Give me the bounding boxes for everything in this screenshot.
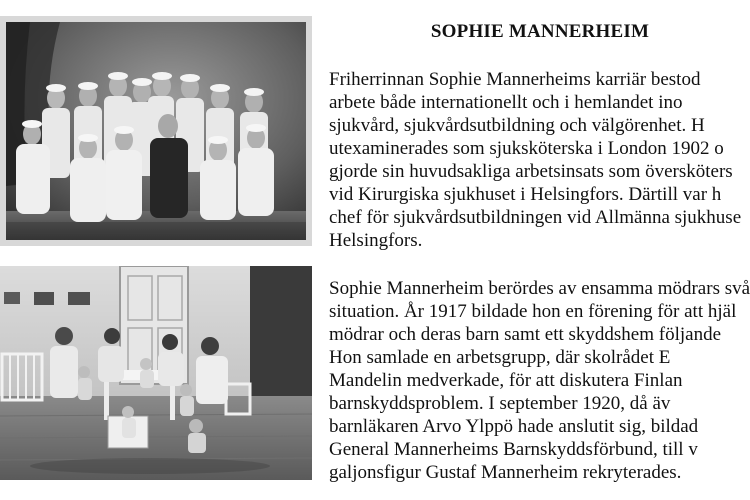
text-line: arbete både internationellt och i hemlandet ino <box>329 92 683 113</box>
text-line: chef för sjukvårdsutbildningen vid Allmänna sjukhuse <box>329 207 742 228</box>
text-line: General Mannerheims Barnskyddsförbund, till v <box>329 439 698 460</box>
nurses-group-photo <box>0 16 312 246</box>
nursery-children-photo-icon <box>0 266 312 480</box>
nursery-children-photo <box>0 266 312 480</box>
text-line: Friherrinnan Sophie Mannerheims karriär bestod <box>329 69 701 90</box>
text-line: barnskyddsproblem. I september 1920, då äv <box>329 393 671 414</box>
text-line: galjonsfigur Gustaf Mannerheim rekryterades. <box>329 462 682 483</box>
text-line: Sophie Mannerheim berördes av ensamma mödrars svå <box>329 278 750 299</box>
text-line: Helsingfors. <box>329 230 423 251</box>
text-line: situation. År 1917 bildade hon en förening för att hjäl <box>329 301 737 322</box>
text-line: vid Kirurgiska sjukhuset i Helsingfors. Därtill var h <box>329 184 722 205</box>
group-portrait-nurses-photo-icon <box>0 16 312 246</box>
text-line: sjukvård, sjukvårdsutbildning och välgörenhet. H <box>329 115 705 136</box>
text-line: Hon samlade en arbetsgrupp, där skolrådet E <box>329 347 671 368</box>
text-line: barnläkaren Arvo Ylppö hade anslutit sig, bildad <box>329 416 699 437</box>
paragraph-child-welfare <box>329 277 750 484</box>
text-line: utexaminerades som sjuksköterska i London 1902 o <box>329 138 724 159</box>
text-line: Mandelin medverkade, för att diskutera Finlan <box>329 370 683 391</box>
text-line: mödrar och deras barn samt ett skyddshem följande <box>329 324 722 345</box>
paragraph-career <box>329 68 750 252</box>
text-line: gjorde sin huvudsakliga arbetsinsats som översköters <box>329 161 733 182</box>
document-title: SOPHIE MANNERHEIM <box>430 21 650 42</box>
